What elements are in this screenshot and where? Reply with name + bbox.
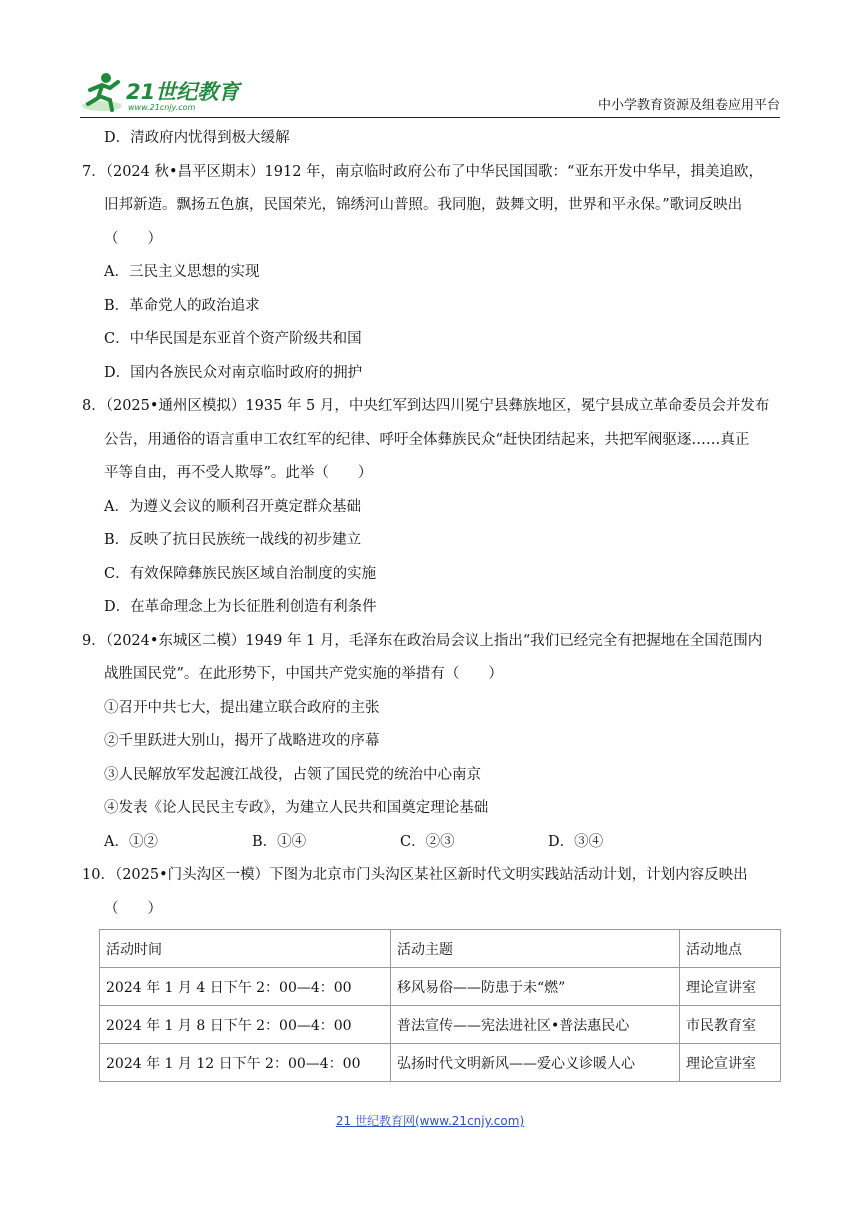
question-9 xyxy=(82,625,782,860)
platform-name: 中小学教育资源及组卷应用平台 xyxy=(597,98,780,113)
page-header xyxy=(80,66,780,118)
q9-options xyxy=(82,826,782,860)
q9-item-2: ②千里跃进大别山，揭开了战略进攻的序幕 xyxy=(104,733,380,749)
q9-option-b: B．①④ xyxy=(252,833,307,850)
q7-stem-line2: 旧邦新造。飘扬五色旗，民国荣光，锦绣河山普照。我同胞，鼓舞文明，世界和平永保。”歌词反映出 xyxy=(104,197,743,213)
table-header-row xyxy=(100,930,781,968)
q9-stem-line2: 战胜国民党”。在此形势下，中国共产党实施的举措有（ ） xyxy=(104,666,503,682)
table-row xyxy=(100,1006,781,1044)
table-cell: 普法宣传——宪法进社区•普法惠民心 xyxy=(391,1006,680,1044)
q9-item-1: ①召开中共七大，提出建立联合政府的主张 xyxy=(104,699,380,716)
q9-option-c: C．②③ xyxy=(400,833,455,850)
logo xyxy=(80,70,260,114)
q7-stem-line1: 7．（2024 秋•昌平区期末）1912 年，南京临时政府公布了中华民国国歌：“亚东开发中华早，揖美追欧， xyxy=(82,163,763,180)
q10-stem-line1: 10．（2025•门头沟区一模）下图为北京市门头沟区某社区新时代文明实践站活动计划，计划内容反映出 xyxy=(82,867,748,883)
table-cell: 弘扬时代文明新风——爱心义诊暖人心 xyxy=(391,1044,680,1082)
table-cell: 移风易俗——防患于未“燃” xyxy=(391,968,680,1006)
question-7 xyxy=(82,156,782,391)
table-header-cell: 活动时间 xyxy=(100,930,391,968)
q7-stem-line3: （ ） xyxy=(104,230,162,247)
footer-link[interactable]: 21 世纪教育网(www.21cnjy.com) xyxy=(335,1114,525,1128)
header-divider xyxy=(80,117,780,118)
q8-option-d: D．在革命理念上为长征胜利创造有利条件 xyxy=(104,599,377,615)
q9-option-a: A．①② xyxy=(104,833,158,850)
q8-option-b: B．反映了抗日民族统一战线的初步建立 xyxy=(104,532,362,548)
table-cell: 理论宣讲室 xyxy=(680,968,781,1006)
q9-stem-line1: 9．（2024•东城区二模）1949 年 1 月，毛泽东在政治局会议上指出“我们已经完全有把握地在全国范围内 xyxy=(82,632,763,649)
logo-url: www.21cnjy.com xyxy=(128,103,196,112)
runner-logo-icon xyxy=(80,70,128,114)
q7-option-b: B．革命党人的政治追求 xyxy=(104,297,260,314)
activity-plan-table xyxy=(99,929,781,1082)
logo-text: 21世纪教育 xyxy=(126,80,240,104)
table-row xyxy=(100,1044,781,1082)
q7-option-c: C．中华民国是东亚首个资产阶级共和国 xyxy=(104,331,362,347)
q9-option-d: D．③④ xyxy=(548,833,604,850)
table-cell: 理论宣讲室 xyxy=(680,1044,781,1082)
table-cell: 2024 年 1 月 8 日下午 2：00—4：00 xyxy=(100,1006,391,1044)
q7-option-d: D．国内各族民众对南京临时政府的拥护 xyxy=(104,364,363,381)
q8-stem-line3: 平等自由，再不受人欺辱”。此举（ ） xyxy=(104,465,373,481)
question-8 xyxy=(82,390,782,625)
q8-stem-line2: 公告，用通俗的语言重申工农红军的纪律、呼吁全体彝族民众“赶快团结起来，共把军阀驱逐……真正 xyxy=(104,431,750,448)
table-cell: 2024 年 1 月 4 日下午 2：00—4：00 xyxy=(100,968,391,1006)
q9-item-4: ④发表《论人民民主专政》，为建立人民共和国奠定理论基础 xyxy=(104,800,489,816)
q10-stem-line2: （ ） xyxy=(104,900,162,917)
table-cell: 2024 年 1 月 12 日下午 2：00—4：00 xyxy=(100,1044,391,1082)
q9-item-3: ③人民解放军发起渡江战役，占领了国民党的统治中心南京 xyxy=(104,766,481,783)
table-cell: 市民教育室 xyxy=(680,1006,781,1044)
q8-option-a: A．为遵义会议的顺利召开奠定群众基础 xyxy=(104,498,361,515)
q7-option-a: A．三民主义思想的实现 xyxy=(104,264,260,280)
exam-content xyxy=(82,122,782,926)
q6-option-d: D．清政府内忧得到极大缓解 xyxy=(104,130,290,146)
q8-option-c: C．有效保障彝族民族区域自治制度的实施 xyxy=(104,565,377,582)
table-row xyxy=(100,968,781,1006)
table-header-cell: 活动主题 xyxy=(391,930,680,968)
table-header-cell: 活动地点 xyxy=(680,930,781,968)
q8-stem-line1: 8．（2025•通州区模拟）1935 年 5 月，中央红军到达四川冕宁县彝族地区，冕宁县成立革命委员会并发布 xyxy=(82,398,770,414)
question-10 xyxy=(82,859,782,926)
